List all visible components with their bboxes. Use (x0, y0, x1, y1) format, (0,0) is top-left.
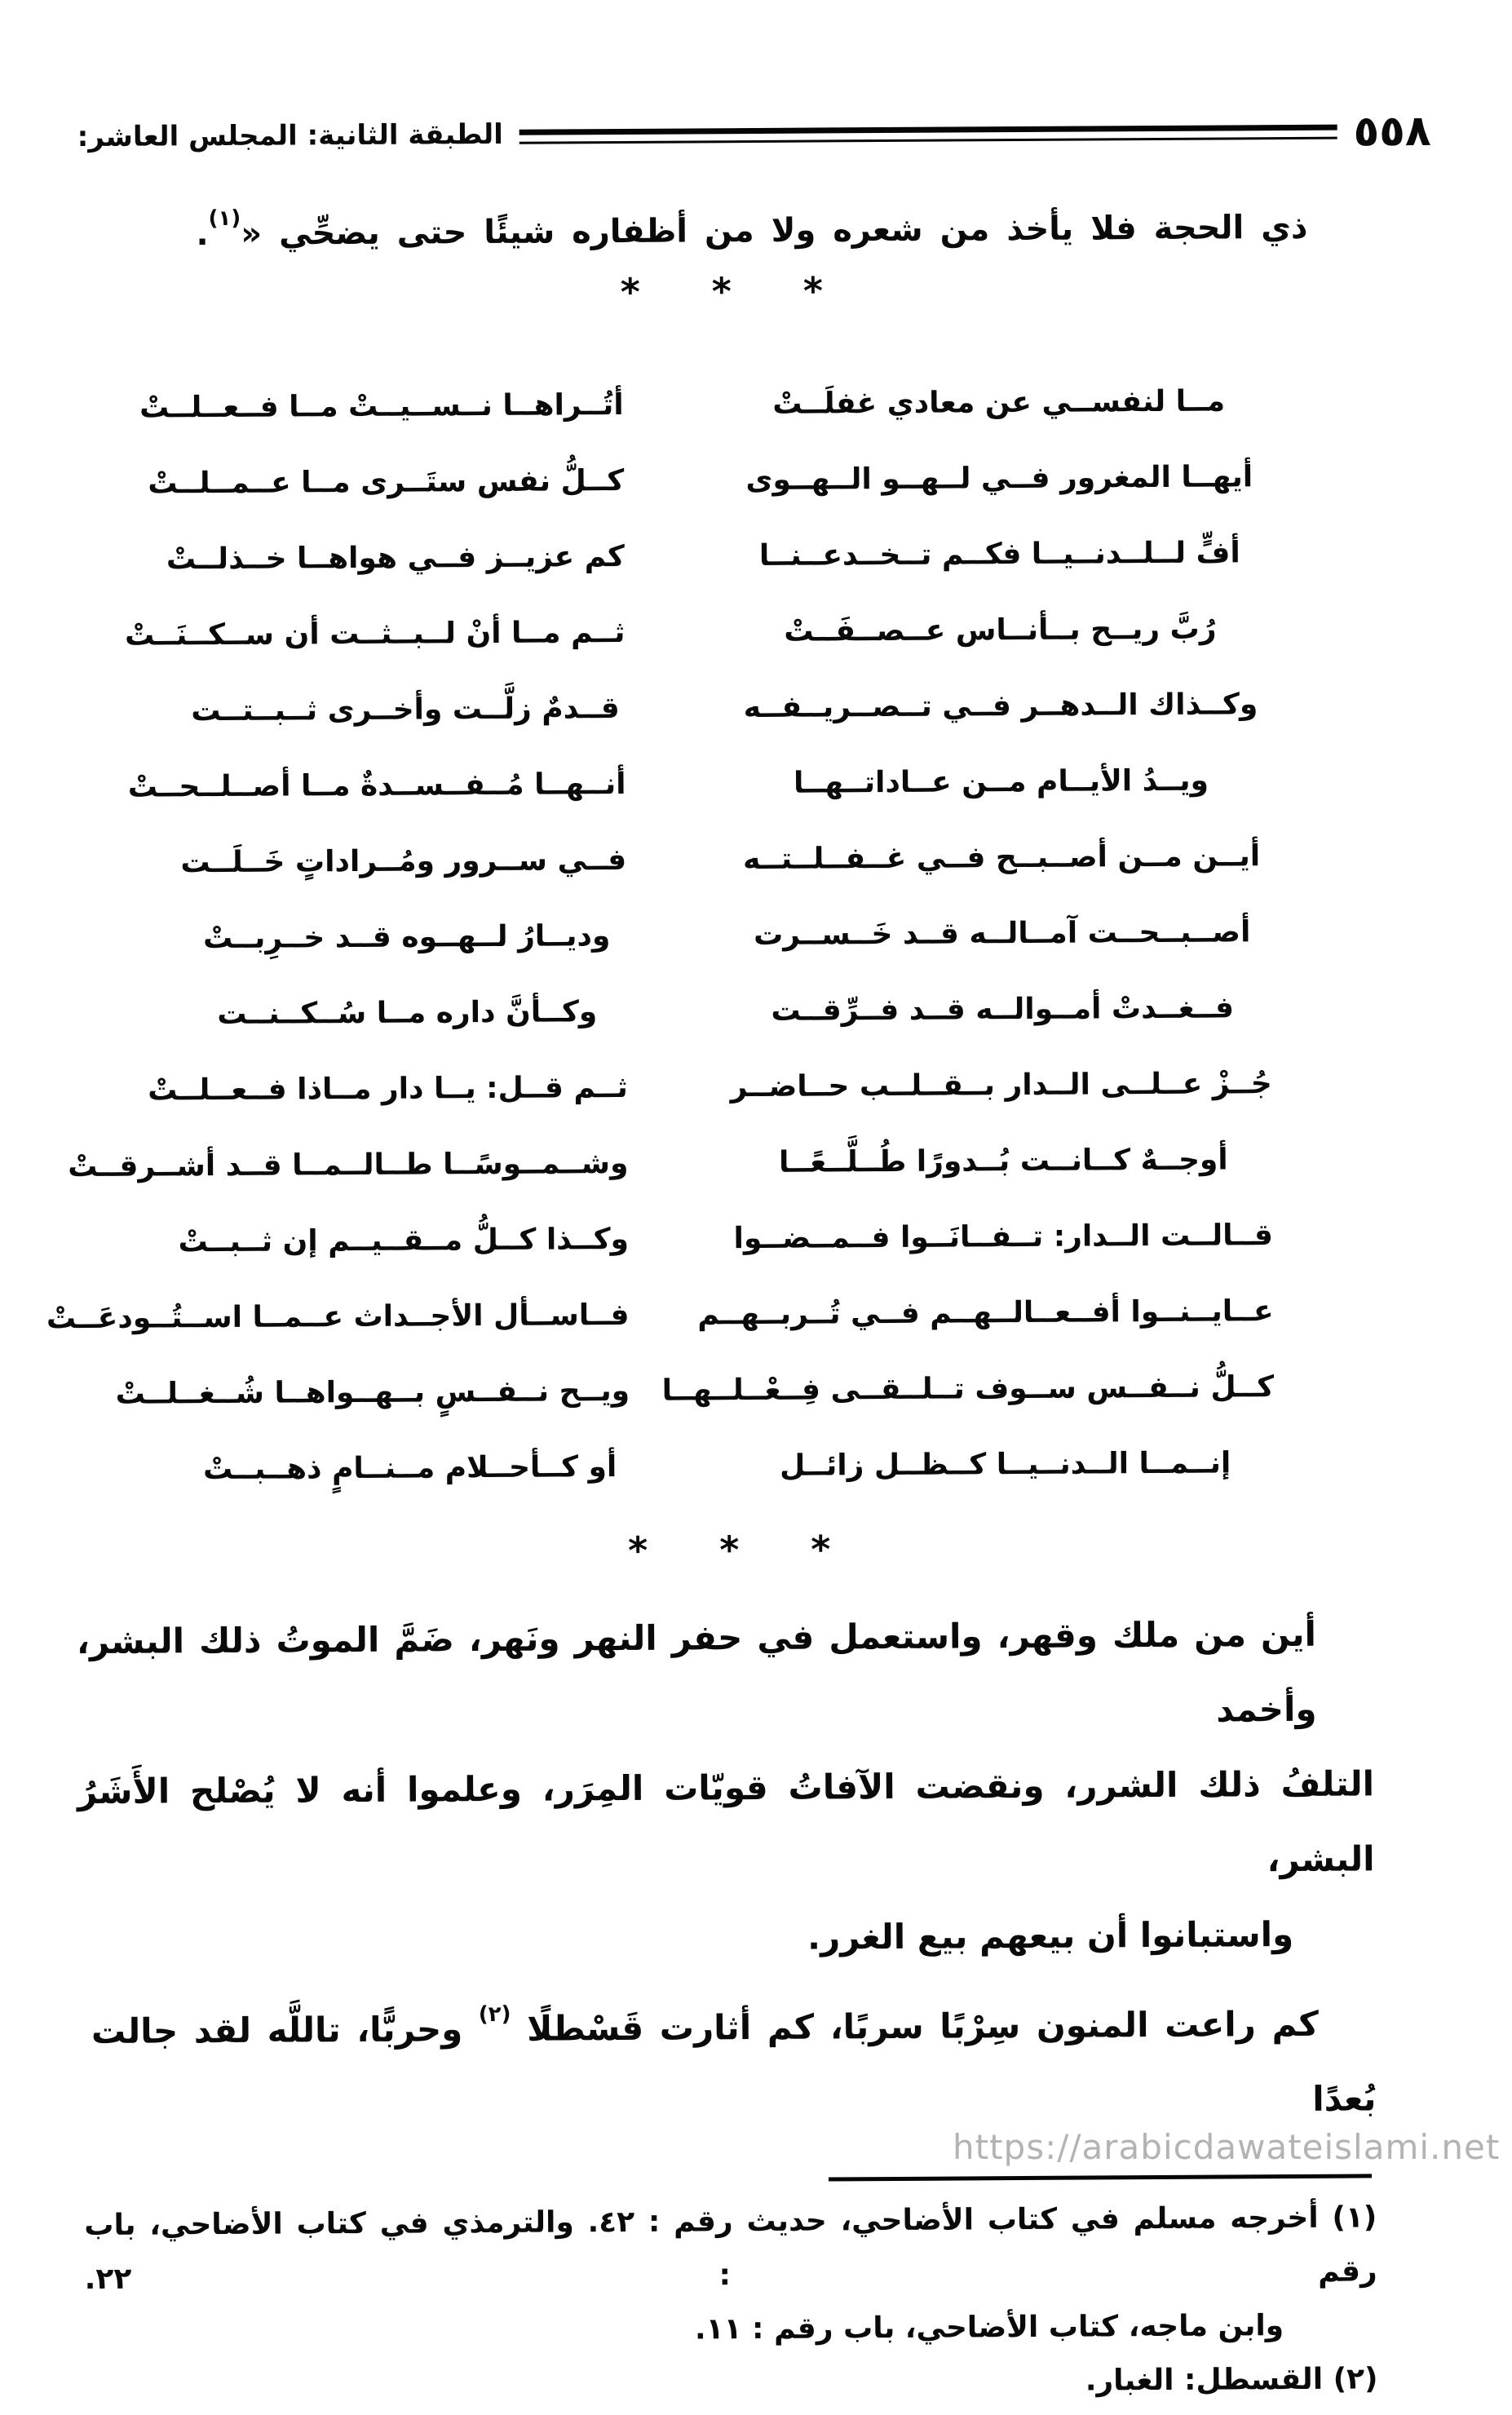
poem-hemistich: قــالــت الــدار: تــفــانَــوا فــمــضــوا (733, 1219, 1274, 1256)
footnote-line: وابن ماجه، كتاب الأضاحي، باب رقم : ١١. (694, 2309, 1284, 2346)
footnote-line: (٢) القسطل: الغبار. (1085, 2362, 1378, 2398)
footnote-line: (١) أخرجه مسلم في كتاب الأضاحي، حديث رقم : ٤٢. والترمذي في كتاب الأضاحي، باب رقم : ٢٢. (84, 2200, 1377, 2297)
poem-hemistich: فــي ســرور ومُــراداتٍ خَــلَــت (180, 843, 627, 880)
poem-hemistich: أتُــراهــا نــســيــتْ مــا فــعــلــتْ (139, 387, 624, 425)
poem-hemistich: إنــمــا الــدنــيــا كــظــل زائــل (779, 1446, 1231, 1483)
hadith-text: ذي الحجة فلا يأخذ من شعره ولا من أظفاره شيئًا حتى يضحِّي « (241, 208, 1308, 253)
prose-text: وحربًّا، تاللَّه لقد جالت بُعدًا (91, 2009, 1377, 2119)
poem-hemistich: ويــح نــفــسٍ بــهــواهــا شُــغــلــتْ (115, 1373, 630, 1411)
poem-hemistich: وكــذاك الــدهــر فــي تــصــريــفــه (743, 688, 1258, 725)
poem-hemistich: أوجــهٌ كــانــت بُــدورًا طُــلَّــعًــا (778, 1143, 1228, 1179)
footnotes (84, 2191, 1378, 2414)
poem-hemistich: ويــدُ الأيــام مــن عــاداتــهــا (793, 763, 1209, 800)
poem-hemistich: أنــهــا مُــفــســدةٌ مــا أصــلــحــتْ (127, 767, 626, 804)
footnote-ref-1: (١) (208, 206, 241, 232)
prose-line (78, 1971, 1376, 2144)
section-title: الطبقة الثانية: المجلس العاشر: (77, 117, 503, 154)
poem-hemistich: وكــذا كــلُّ مــقــيــم إن ثــبــتْ (178, 1222, 630, 1259)
prose-line: واستبانوا أن بيعهم بيع الغرر. (807, 1913, 1294, 1957)
poem-hemistich: كــلُّ نفس ستَــرى مــا عــمــلــتْ (148, 463, 625, 501)
asterisk-separator-bottom: * * * (628, 1527, 860, 1572)
poem-hemistich: وديــارُ لــهــوه قــد خــرِبــتْ (202, 919, 611, 956)
prose-line: التلفُ ذلك الشرر، ونقضت الآفاتُ قويّات المِرَر، وعلموا أنه لا يُصْلح الأَشَرُ البشر، (77, 1763, 1375, 1880)
poem-hemistich: كم عزيــز فــي هواهــا خــذلــتْ (166, 539, 625, 577)
poem-hemistich: قــدمٌ زلَّــت وأخــرى ثــبــتــت (191, 692, 620, 728)
footnote-separator-rule (829, 2174, 1372, 2181)
poem-hemistich: أو كــأحــلام مــنــامٍ ذهــبــتْ (202, 1450, 617, 1487)
hadith-continuation-line (68, 187, 1364, 259)
poem-hemistich: كــلُّ نــفــس ســوف تــلــقــى فِــعْــلــهــا (661, 1370, 1275, 1408)
prose-text: كم راعت المنون سِرْبًا سربًا، كم أثارت قَسْطلًا (511, 2003, 1320, 2049)
watermark-url: https://arabicdawateislami.net (953, 2127, 1501, 2167)
poem-hemistich: أفٍّ لــلــدنــيــا فكــم تــخــدعــنــا (758, 536, 1240, 573)
page-header (77, 106, 1431, 161)
poem-hemistich: أيهــا المغرور فــي لــهــو الــهــوى (745, 460, 1253, 498)
header-rule-thick (519, 125, 1337, 135)
poem-hemistich: جُــزْ عــلــى الــدار بــقــلــب حــاضــر (730, 1067, 1272, 1104)
hadith-period: . (196, 215, 209, 254)
asterisk-separator-top: * * * (620, 268, 853, 314)
poem-hemistich: رُبَّ ريــح بــأنــاس عــصــفَــتْ (784, 612, 1217, 648)
header-rule-thin (519, 137, 1337, 144)
poem-hemistich: فــاســأل الأجــداث عــمــا اســتُــودعَــتْ (46, 1298, 630, 1336)
poem-hemistich: أيــن مــن أصــبــح فــي غــفــلــتــه (742, 839, 1261, 877)
poem-hemistich: مــا لنفســي عن معادي غفلَــتْ (772, 384, 1226, 421)
poem-hemistich: عــايــنــوا أفــعــالــهــم فــي تُــربــهــم (697, 1294, 1274, 1332)
poem-hemistich: وكــأنَّ داره مــا سُــكــنــت (217, 995, 598, 1032)
poem-hemistich: أصــبــحــت آمــالــه قــد خَــســرت (753, 915, 1251, 953)
prose-line: أين من ملك وقهر، واستعمل في حفر النهر ونَهر، ضَمَّ الموتُ ذلك البشر، وأخمد (76, 1613, 1317, 1730)
poem-hemistich: فــغــدتْ أمــوالــه قــد فــرِّقــت (771, 991, 1235, 1028)
poem-hemistich: وشــمــوسًــا طــالــمــا قــد أشــرقــتْ (68, 1146, 629, 1184)
footnote-ref-2: (٢) (478, 2001, 511, 2028)
poem-hemistich: ثــم مــا أنْ لــبــثــت أن ســكــنَــتْ (124, 615, 626, 652)
poem (46, 363, 1275, 1507)
prose-section (77, 1596, 1377, 2144)
page-number: ٥٥٨ (1353, 106, 1431, 157)
poem-hemistich: ثــم قــل: يــا دار مــاذا فــعــلــتْ (148, 1070, 628, 1108)
header-double-rule (519, 125, 1337, 144)
